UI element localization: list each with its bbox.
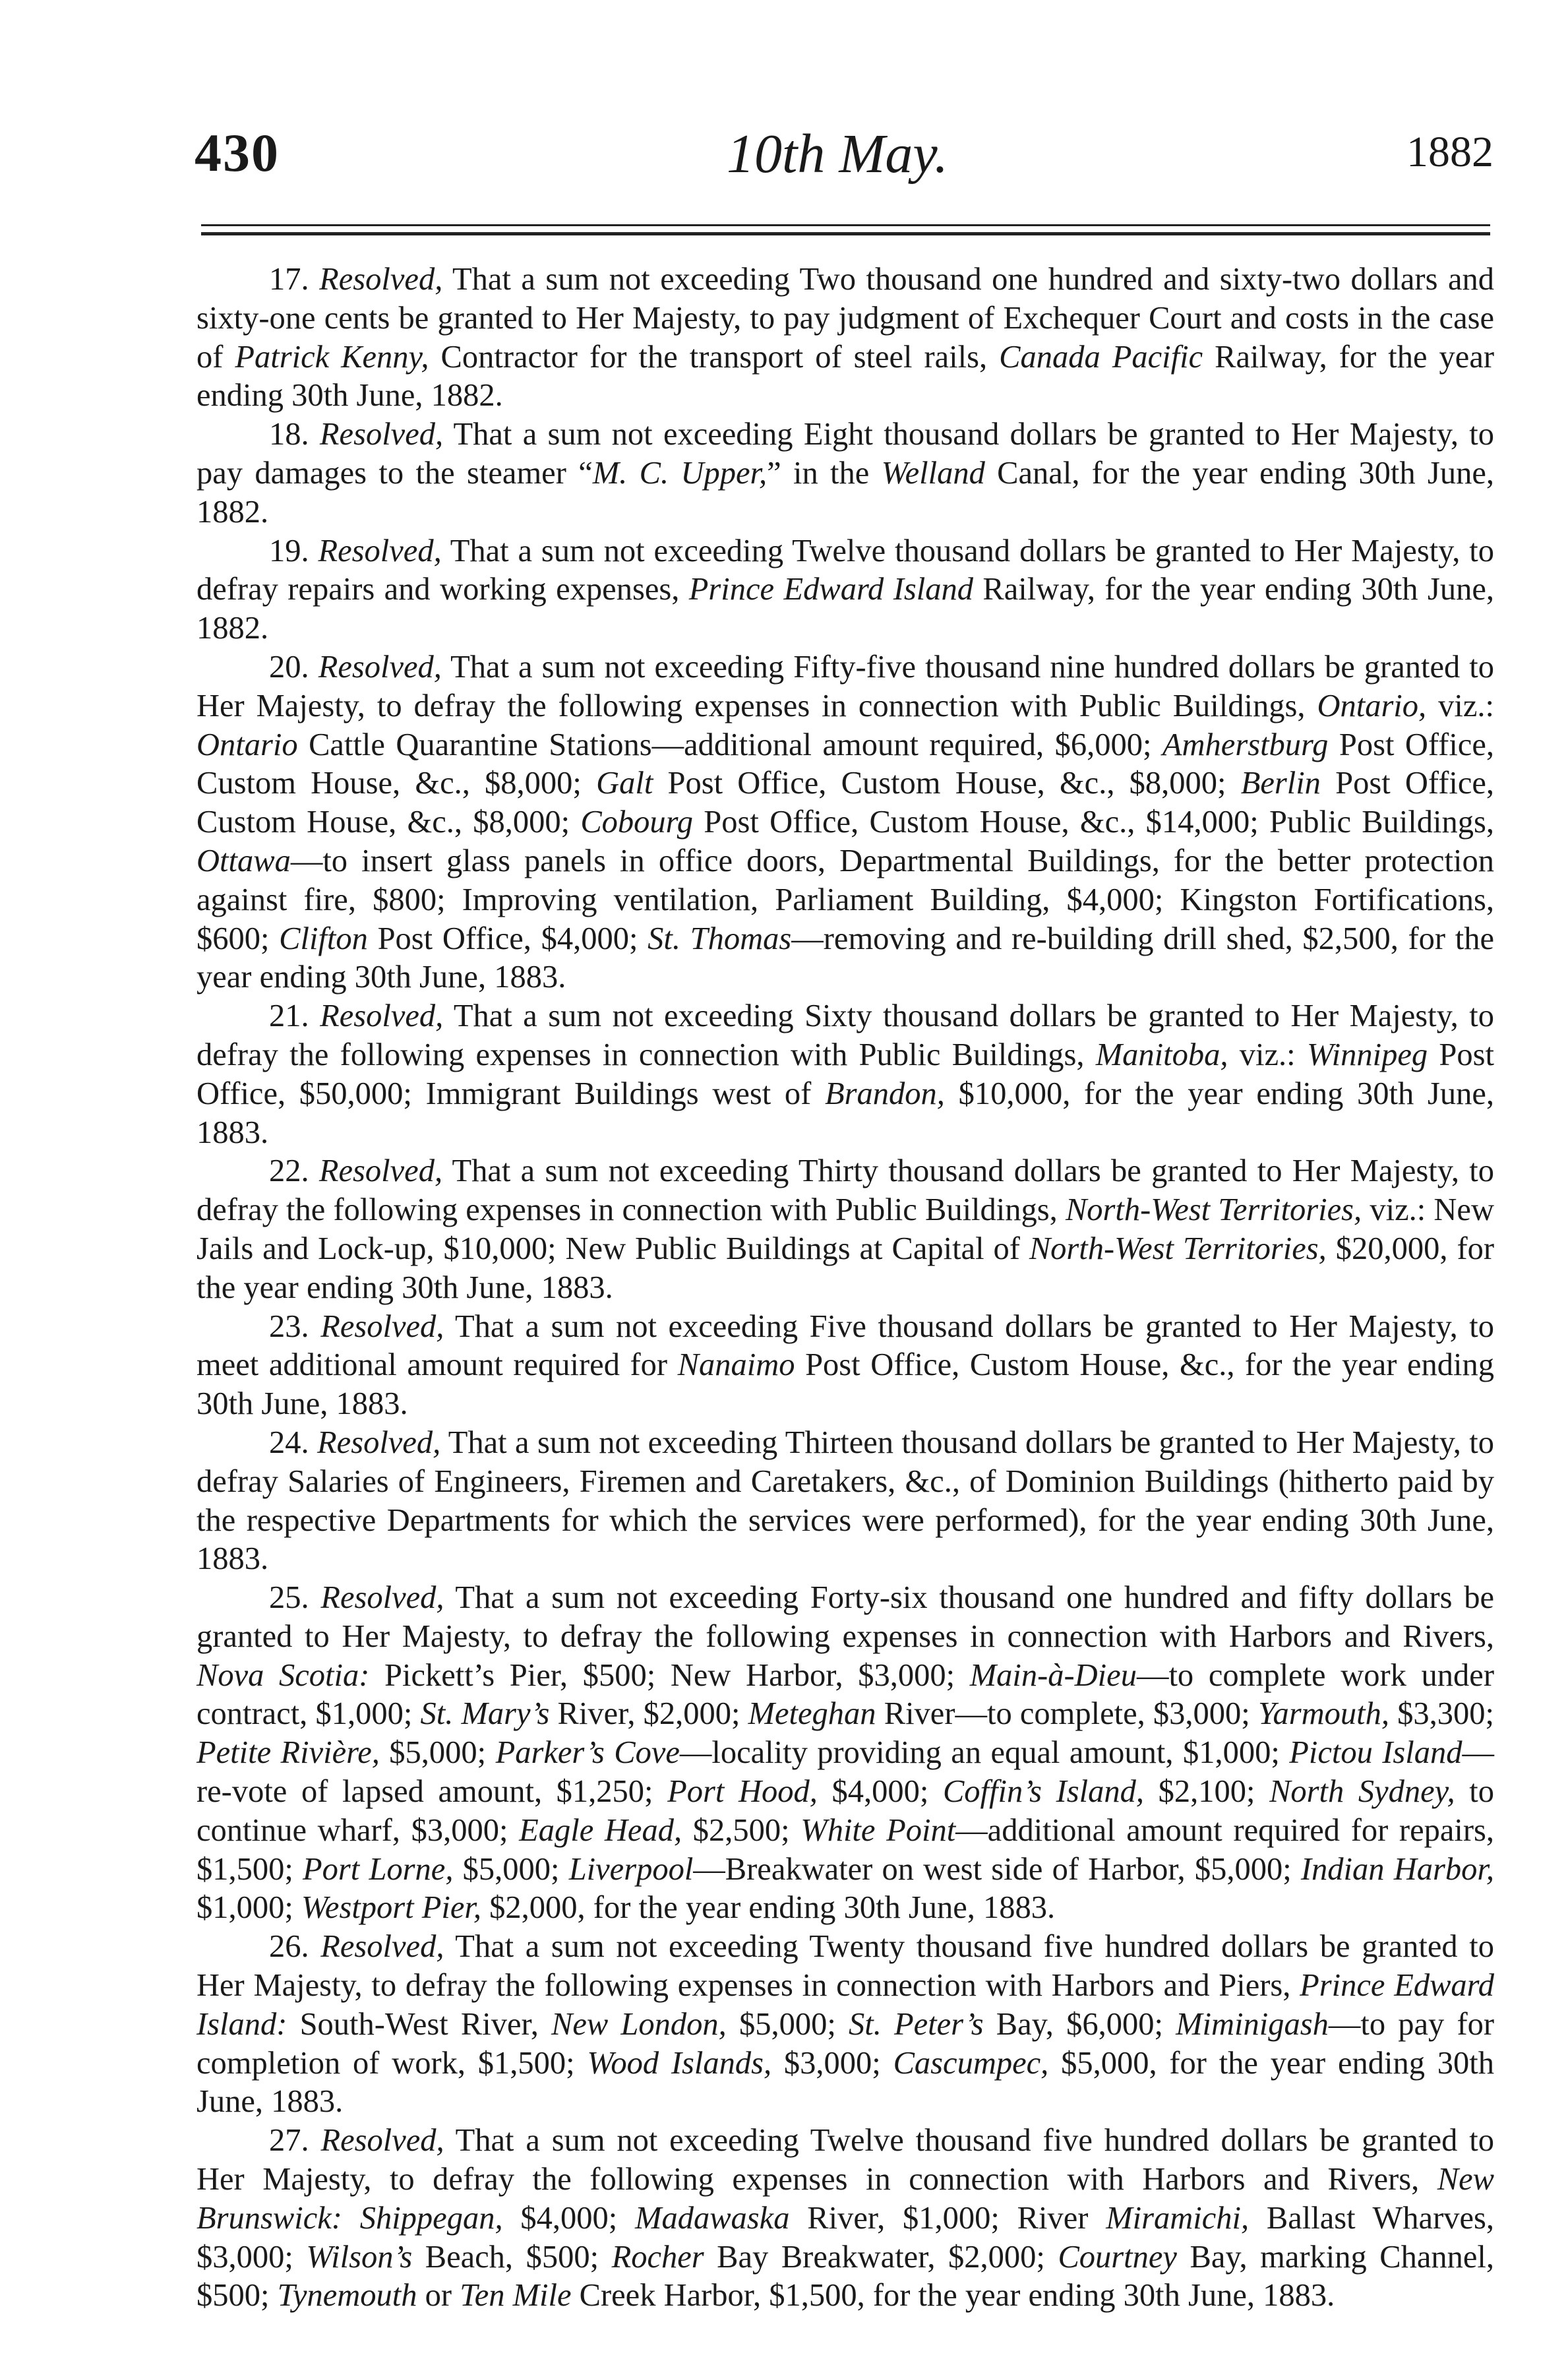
text-run: $1,000; xyxy=(196,1890,301,1926)
text-run: —to pay for completion of work, $1,500; xyxy=(196,2006,1495,2081)
text-run: River, $1,000; River xyxy=(789,2200,1106,2236)
text-run: That a sum not exceeding Twenty thousand five hundred dollars be granted to Her Majesty, to defray the following expenses in connection with Harbors and Piers, xyxy=(196,1929,1494,2004)
italic-text: Resolved, xyxy=(320,2123,444,2159)
text-run: 18. xyxy=(269,417,320,452)
italic-text: Resolved, xyxy=(318,1153,443,1189)
italic-text: Ontario, xyxy=(1317,688,1427,723)
text-run: Cattle Quarantine Stations—additional amount required, $6,000; xyxy=(297,727,1162,762)
italic-text: Canada Pacific xyxy=(999,339,1203,375)
text-run: Railway, for the year ending 30th June, 1882. xyxy=(196,572,1494,646)
italic-text: Clifton xyxy=(279,921,368,956)
italic-text: Resolved, xyxy=(319,417,444,452)
text-run: Contractor for the transport of steel rails, xyxy=(429,339,1000,375)
text-run: 20. xyxy=(269,649,318,685)
resolution-paragraph xyxy=(196,261,1494,415)
italic-text: Petite Rivière, xyxy=(196,1735,380,1771)
text-run: That a sum not exceeding Eight thousand dollars be granted to Her Majesty, to pay damages to the steamer “ xyxy=(196,417,1494,491)
italic-text: Coffin’s Island, xyxy=(942,1774,1144,1810)
text-run: That a sum not exceeding Forty-six thousand one hundred and fifty dollars be granted to Her Majesty, to defray the following expenses in connection with Harbors and Rivers, xyxy=(196,1580,1494,1654)
text-run: Beach, $500; xyxy=(412,2239,612,2275)
text-run: 23. xyxy=(269,1308,321,1344)
italic-text: Westport Pier, xyxy=(301,1890,482,1926)
italic-text: Yarmouth, xyxy=(1257,1696,1389,1732)
italic-text: Prince Edward Island: xyxy=(196,1968,1494,2042)
page-header xyxy=(181,115,1493,188)
italic-text: New London, xyxy=(551,2006,727,2042)
italic-text: Port Hood, xyxy=(667,1774,818,1810)
text-run: viz.: xyxy=(1426,688,1494,723)
italic-text: Resolved, xyxy=(320,1580,444,1616)
text-run: 26. xyxy=(269,1929,321,1965)
text-run: That a sum not exceeding Sixty thousand dollars be granted to Her Majesty, to defray the following expenses in connection with Public Buildings, xyxy=(196,998,1495,1072)
italic-text: Cobourg xyxy=(580,805,694,840)
document-body xyxy=(196,261,1494,2315)
text-run: That a sum not exceeding Fifty-five thousand nine hundred dollars be granted to Her Majesty, to defray the following expenses in connection with Public Buildings, xyxy=(196,649,1495,723)
resolution-paragraph xyxy=(196,1152,1494,1307)
italic-text: Prince Edward Island xyxy=(688,572,973,607)
resolution-paragraph xyxy=(196,997,1494,1152)
text-run: Post Office, $4,000; xyxy=(367,921,648,956)
text-run: Railway, for the year ending 30th June, 1882. xyxy=(196,339,1495,414)
italic-text: Nova Scotia: xyxy=(196,1657,370,1693)
text-run: to continue wharf, $3,000; xyxy=(196,1774,1494,1848)
italic-text: Meteghan xyxy=(748,1696,876,1732)
text-run: Bay Breakwater, $2,000; xyxy=(704,2239,1058,2275)
resolution-paragraph xyxy=(196,2122,1494,2315)
text-run: That a sum not exceeding Twelve thousand dollars be granted to Her Majesty, to defray repairs and working expenses, xyxy=(196,533,1495,607)
italic-text: St. Mary’s xyxy=(420,1696,550,1732)
italic-text: Tynemouth xyxy=(277,2278,417,2314)
italic-text: Ten Mile xyxy=(460,2278,572,2314)
italic-text: M. C. Upper, xyxy=(592,455,768,491)
text-run: $3,000; xyxy=(771,2045,893,2081)
text-run: Post Office, Custom House, &c., $8,000; xyxy=(653,766,1241,801)
italic-text: Patrick Kenny, xyxy=(235,339,429,375)
text-run: $3,300; xyxy=(1389,1696,1494,1732)
italic-text: Courtney xyxy=(1058,2239,1177,2275)
italic-text: Welland xyxy=(881,455,985,491)
italic-text: Resolved, xyxy=(320,1929,444,1965)
italic-text: Rocher xyxy=(611,2239,704,2275)
italic-text: Miminigash xyxy=(1176,2006,1329,2042)
text-run: That a sum not exceeding Twelve thousand five hundred dollars be granted to Her Majesty, to defray the following expenses in connection with Harbors and Rivers, xyxy=(196,2123,1494,2197)
italic-text: Resolved, xyxy=(320,1308,444,1344)
italic-text: Cascumpec, xyxy=(893,2045,1049,2081)
italic-text: Eagle Head, xyxy=(519,1812,682,1848)
resolution-paragraph xyxy=(196,415,1494,532)
italic-text: North-West Territories, xyxy=(1065,1192,1362,1228)
italic-text: Parker’s Cove xyxy=(495,1735,680,1771)
italic-text: Port Lorne, xyxy=(303,1851,454,1887)
text-run: —to complete work under contract, $1,000; xyxy=(196,1657,1494,1732)
italic-text: Galt xyxy=(596,766,653,801)
text-run: 21. xyxy=(269,998,320,1034)
text-run: That a sum not exceeding Five thousand dollars be granted to Her Majesty, to meet additional amount required for xyxy=(196,1308,1495,1383)
text-run: Creek Harbor, $1,500, for the year ending 30th June, 1883. xyxy=(571,2278,1335,2314)
text-run: $4,000; xyxy=(817,1774,943,1810)
text-run: Pickett’s Pier, $500; New Harbor, $3,000; xyxy=(369,1657,970,1693)
text-run: —additional amount required for repairs, $1,500; xyxy=(196,1812,1494,1887)
page-number: 430 xyxy=(195,123,280,183)
italic-text: Pictou Island xyxy=(1289,1735,1462,1771)
text-run: $5,000, for the year ending 30th June, 1883. xyxy=(196,2045,1494,2120)
italic-text: Winnipeg xyxy=(1306,1037,1428,1072)
header-rule-thick xyxy=(201,232,1490,235)
italic-text: Liverpool xyxy=(568,1851,694,1887)
italic-text: Berlin xyxy=(1240,766,1321,801)
text-run: That a sum not exceeding Two thousand one hundred and sixty-two dollars and sixty-one cents be granted to Her Majesty, to pay judgment of Exchequer Court and costs in the case of xyxy=(196,262,1495,375)
text-run: or xyxy=(417,2278,460,2314)
italic-text: North Sydney, xyxy=(1269,1774,1455,1810)
resolution-paragraph xyxy=(196,1928,1494,2122)
resolution-paragraph xyxy=(196,532,1494,648)
italic-text: Nanaimo xyxy=(677,1347,795,1383)
text-run: 27. xyxy=(269,2123,321,2159)
italic-text: Miramichi, xyxy=(1106,2200,1250,2236)
italic-text: Resolved, xyxy=(318,533,442,568)
resolution-paragraph xyxy=(196,1424,1494,1579)
resolution-paragraph xyxy=(196,1308,1494,1424)
italic-text: Wilson’s xyxy=(306,2239,413,2275)
header-date: 10th May. xyxy=(727,123,948,185)
text-run: $20,000, for the year ending 30th June, 1883. xyxy=(196,1231,1494,1305)
text-run: Canal, for the year ending 30th June, 1882. xyxy=(196,455,1495,530)
text-run: 17. xyxy=(269,262,320,297)
text-run: Post Office, Custom House, &c., $14,000; Public Buildings, xyxy=(693,805,1494,840)
italic-text: Ottawa xyxy=(196,843,291,878)
text-run: That a sum not exceeding Thirty thousand dollars be granted to Her Majesty, to defray the following expenses in connection with Public Buildings, xyxy=(196,1153,1494,1228)
text-run: 22. xyxy=(269,1153,319,1189)
italic-text: St. Thomas xyxy=(648,921,792,956)
text-run: —re-vote of lapsed amount, $1,250; xyxy=(196,1735,1495,1810)
text-run: 19. xyxy=(269,533,318,568)
italic-text: Brandon, xyxy=(825,1076,945,1111)
text-run: —Breakwater on west side of Harbor, $5,000; xyxy=(693,1851,1301,1887)
text-run: That a sum not exceeding Thirteen thousand dollars be granted to Her Majesty, to defray Salaries of Engineers, Firemen and Caretakers, &c., of Dominion Buildings (hitherto paid by the respective Departments for which the services were performed), for the year ending 30th June, 1883. xyxy=(196,1425,1494,1577)
italic-text: Indian Harbor, xyxy=(1300,1851,1494,1887)
resolution-paragraph xyxy=(196,648,1494,997)
text-run: $2,000, for the year ending 30th June, 1883. xyxy=(481,1890,1056,1926)
text-run: $4,000; xyxy=(502,2200,636,2236)
text-run: —to insert glass panels in office doors, Departmental Buildings, for the better protection against fire, $800; Improving ventilation, Parliament Building, $4,000; Kingston Fortifications, $600; xyxy=(196,843,1494,956)
text-run: 24. xyxy=(269,1425,318,1460)
italic-text: Resolved, xyxy=(319,262,443,297)
italic-text: North-West Territories, xyxy=(1029,1231,1327,1266)
text-run: Post Office, Custom House, &c., $8,000; xyxy=(196,766,1494,840)
text-run: 25. xyxy=(269,1580,321,1616)
italic-text: Resolved, xyxy=(317,1425,441,1460)
italic-text: Resolved, xyxy=(318,649,442,685)
text-run: Post Office, Custom House, &c., $8,000; xyxy=(196,727,1494,801)
italic-text: New Brunswick: Shippegan, xyxy=(196,2162,1494,2236)
italic-text: Ontario xyxy=(196,727,298,762)
header-year: 1882 xyxy=(1406,128,1493,176)
text-run: Bay, $6,000; xyxy=(983,2006,1176,2042)
text-run: South-West River, xyxy=(287,2006,551,2042)
text-run: viz.: xyxy=(1228,1037,1307,1072)
text-run: Bay, marking Channel, $500; xyxy=(196,2239,1495,2314)
text-run: $5,000; xyxy=(453,1851,569,1887)
italic-text: Manitoba, xyxy=(1095,1037,1228,1072)
text-run: Post Office, $50,000; Immigrant Buildings west of xyxy=(196,1037,1494,1111)
text-run: —locality providing an equal amount, $1,000; xyxy=(679,1735,1290,1771)
text-run: $5,000; xyxy=(726,2006,849,2042)
text-run: viz.: New Jails and Lock-up, $10,000; New Public Buildings at Capital of xyxy=(196,1192,1494,1266)
italic-text: White Point xyxy=(800,1812,956,1848)
text-run: River—to complete, $3,000; xyxy=(876,1696,1258,1732)
italic-text: Resolved, xyxy=(320,998,444,1034)
text-run: $2,100; xyxy=(1143,1774,1270,1810)
text-run: $10,000, for the year ending 30th June, 1883. xyxy=(196,1076,1494,1150)
text-run: Post Office, Custom House, &c., for the year ending 30th June, 1883. xyxy=(196,1347,1494,1422)
text-run: River, $2,000; xyxy=(549,1696,748,1732)
text-run: —removing and re-building drill shed, $2,500, for the year ending 30th June, 1883. xyxy=(196,921,1495,995)
text-run: ” in the xyxy=(767,455,882,491)
italic-text: St. Peter’s xyxy=(848,2006,984,2042)
italic-text: Wood Islands, xyxy=(587,2045,772,2081)
italic-text: Madawaska xyxy=(635,2200,790,2236)
text-run: Ballast Wharves, $3,000; xyxy=(196,2200,1494,2275)
text-run: $2,500; xyxy=(682,1812,801,1848)
header-rule-thin xyxy=(201,224,1490,226)
text-run: $5,000; xyxy=(379,1735,496,1771)
resolution-paragraph xyxy=(196,1579,1494,1928)
italic-text: Main-à-Dieu xyxy=(969,1657,1137,1693)
italic-text: Amherstburg xyxy=(1162,727,1329,762)
